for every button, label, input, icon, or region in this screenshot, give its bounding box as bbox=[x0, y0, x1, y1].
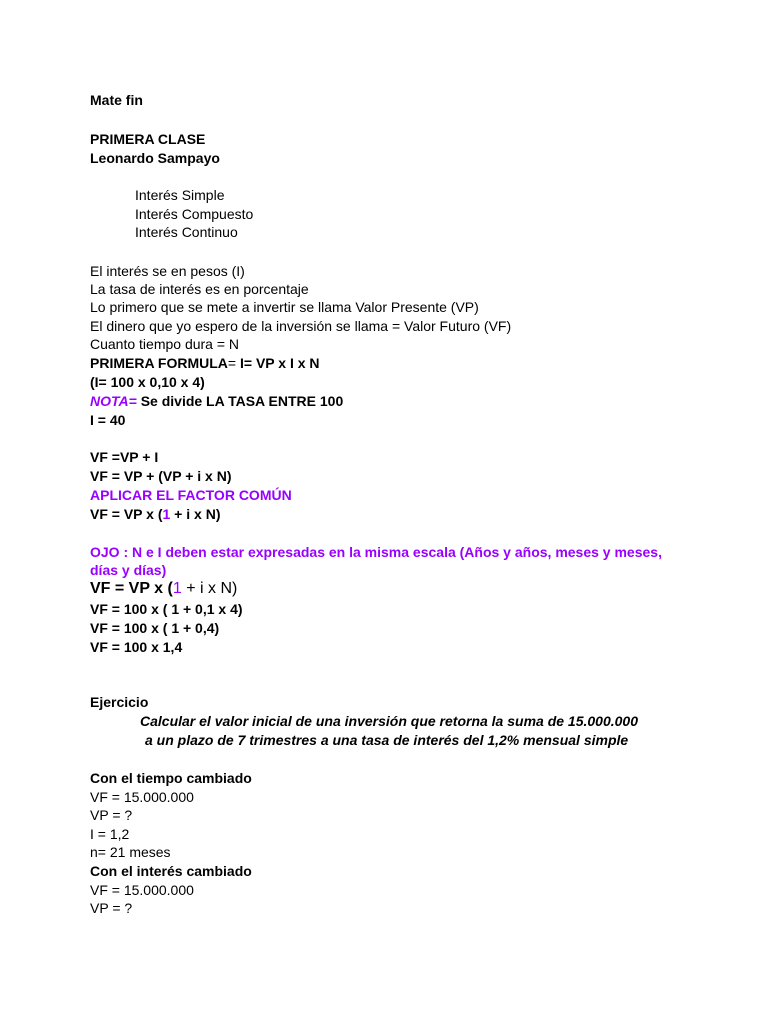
vf-factored-post: + i x N) bbox=[170, 506, 221, 522]
time-value: I = 1,2 bbox=[90, 826, 130, 842]
nota-text: Se divide LA TASA ENTRE 100 bbox=[136, 393, 344, 409]
intro-line: El dinero que yo espero de la inversión se llama = Valor Futuro (VF) bbox=[90, 318, 512, 334]
exercise-statement: a un plazo de 7 trimestres a una tasa de interés del 1,2% mensual simple bbox=[145, 732, 629, 748]
factor-heading: APLICAR EL FACTOR COMÚN bbox=[90, 487, 292, 503]
intro-line: El interés se en pesos (I) bbox=[90, 263, 245, 279]
ojo-line: OJO : N e I deben estar expresadas en la misma escala (Años y años, meses y meses, bbox=[90, 544, 662, 560]
nota-line bbox=[90, 392, 343, 410]
formula-example: (I= 100 x 0,10 x 4) bbox=[90, 374, 205, 390]
formula-eq-sign: = bbox=[227, 355, 237, 371]
nota-label: NOTA= bbox=[90, 393, 137, 409]
exercise-heading: Ejercicio bbox=[90, 694, 149, 710]
class-heading: PRIMERA CLASE bbox=[90, 131, 206, 147]
vf-big-pre: VF = VP x ( bbox=[90, 580, 173, 597]
topic-item: Interés Compuesto bbox=[135, 206, 254, 222]
vf-factored-line bbox=[90, 505, 220, 523]
topic-item: Interés Simple bbox=[135, 187, 225, 203]
time-value: VF = 15.000.000 bbox=[90, 789, 194, 805]
vf-line: VF =VP + I bbox=[90, 449, 159, 465]
calc-line: VF = 100 x 1,4 bbox=[90, 639, 183, 655]
calc-line: VF = 100 x ( 1 + 0,1 x 4) bbox=[90, 601, 243, 617]
intro-line: Lo primero que se mete a invertir se llama Valor Presente (VP) bbox=[90, 299, 479, 315]
vf-big-one: 1 bbox=[172, 580, 182, 597]
time-heading: Con el tiempo cambiado bbox=[90, 770, 252, 786]
interest-value: VP = ? bbox=[90, 900, 133, 916]
interest-heading: Con el interés cambiado bbox=[90, 863, 252, 879]
vf-line: VF = VP + (VP + i x N) bbox=[90, 468, 232, 484]
vf-factored-one: 1 bbox=[162, 506, 171, 522]
topic-item: Interés Continuo bbox=[135, 224, 238, 240]
intro-line: La tasa de interés es en porcentaje bbox=[90, 281, 309, 297]
vf-factored-pre: VF = VP x ( bbox=[90, 506, 163, 522]
author-name: Leonardo Sampayo bbox=[90, 150, 220, 166]
formula-result: I = 40 bbox=[90, 412, 126, 428]
exercise-statement: Calcular el valor inicial de una inversión que retorna la suma de 15.000.000 bbox=[140, 713, 638, 729]
vf-big-post: + i x N) bbox=[181, 580, 238, 597]
document-title: Mate fin bbox=[90, 92, 143, 108]
time-value: VP = ? bbox=[90, 807, 133, 823]
time-value: n= 21 meses bbox=[90, 844, 171, 860]
ojo-line: días y días) bbox=[90, 562, 167, 578]
intro-line: Cuanto tiempo dura = N bbox=[90, 336, 240, 352]
calc-line: VF = 100 x ( 1 + 0,4) bbox=[90, 620, 220, 636]
formula-line bbox=[90, 354, 320, 372]
interest-value: VF = 15.000.000 bbox=[90, 882, 194, 898]
formula-label: PRIMERA FORMULA bbox=[90, 355, 228, 371]
vf-big-formula bbox=[90, 580, 237, 598]
formula-expression: I= VP x I x N bbox=[236, 355, 320, 371]
